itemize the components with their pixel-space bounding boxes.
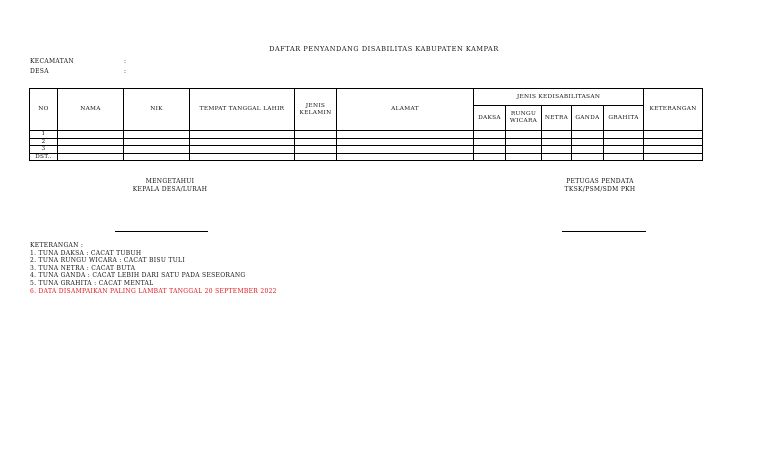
table-cell: [58, 131, 124, 139]
table-cell: [295, 146, 337, 154]
note-item: 4. TUNA GANDA : CACAT LEBIH DARI SATU PADA SESEORANG: [30, 272, 246, 280]
table-cell: [542, 146, 572, 154]
signature-line-left: [115, 231, 208, 232]
signature-block-left: [110, 178, 230, 194]
table-cell: [190, 131, 295, 139]
table-cell: [474, 131, 506, 139]
table-cell: [124, 131, 190, 139]
row-number: 3: [30, 146, 58, 154]
table-cell: [337, 138, 474, 146]
signature-left-line2: KEPALA DESA/LURAH: [132, 186, 208, 193]
table-cell: [604, 138, 644, 146]
subheader-rungu-wicara: RUNGU WICARA: [506, 106, 542, 131]
table-cell: [604, 131, 644, 139]
signature-line-right: [562, 231, 646, 232]
table-cell: [644, 131, 703, 139]
table-cell: [190, 138, 295, 146]
note-deadline: 6. DATA DISAMPAIKAN PALING LAMBAT TANGGAL 20 SEPTEMBER 2022: [30, 287, 277, 295]
table-cell: [542, 138, 572, 146]
note-item: 1. TUNA DAKSA : CACAT TUBUH: [30, 249, 142, 257]
header-alamat: ALAMAT: [337, 89, 474, 131]
note-item: 2. TUNA RUNGU WICARA : CACAT BISU TULI: [30, 257, 186, 265]
desa-colon: :: [124, 68, 127, 75]
table-cell: [295, 153, 337, 161]
table-cell: [58, 153, 124, 161]
table-cell: [58, 138, 124, 146]
header-jenis-disabilitas: JENIS KEDISABILITASAN: [474, 89, 644, 106]
subheader-netra: NETRA: [542, 106, 572, 131]
header-keterangan: KETERANGAN: [644, 89, 703, 131]
table-cell: [506, 138, 542, 146]
notes-section: [30, 242, 277, 295]
row-number: DST..: [30, 153, 58, 161]
table-cell: [644, 138, 703, 146]
note-item: 3. TUNA NETRA : CACAT BUTA: [30, 264, 136, 272]
table-cell: [474, 146, 506, 154]
table-cell: [506, 131, 542, 139]
header-nik: NIK: [124, 89, 190, 131]
note-item: 5. TUNA GRAHITA : CACAT MENTAL: [30, 279, 154, 287]
kecamatan-label: KECAMATAN: [30, 58, 74, 65]
header-no: NO: [30, 89, 58, 131]
table-cell: [58, 146, 124, 154]
disability-data-table: [29, 88, 703, 161]
table-cell: [124, 153, 190, 161]
signature-right-line1: PETUGAS PENDATA: [566, 178, 634, 185]
table-row: [30, 138, 703, 146]
table-cell: [474, 138, 506, 146]
table-cell: [604, 153, 644, 161]
table-cell: [337, 153, 474, 161]
table-row: [30, 153, 703, 161]
subheader-grahita: GRAHITA: [604, 106, 644, 131]
table-cell: [124, 146, 190, 154]
subheader-ganda: GANDA: [572, 106, 604, 131]
table-cell: [572, 153, 604, 161]
header-ttl: TEMPAT TANGGAL LAHIR: [190, 89, 295, 131]
signature-right-line2: TKSK/PSM/SDM PKH: [564, 186, 636, 193]
table-cell: [124, 138, 190, 146]
subheader-daksa: DAKSA: [474, 106, 506, 131]
table-cell: [295, 131, 337, 139]
table-cell: [644, 146, 703, 154]
desa-label: DESA: [30, 68, 49, 75]
table-cell: [295, 138, 337, 146]
table-cell: [337, 146, 474, 154]
table-cell: [337, 131, 474, 139]
signature-block-right: [540, 178, 660, 194]
table-cell: [190, 146, 295, 154]
notes-heading: KETERANGAN :: [30, 242, 84, 249]
table-row: [30, 131, 703, 139]
signature-left-line1: MENGETAHUI: [145, 178, 195, 185]
table-cell: [644, 153, 703, 161]
table-cell: [542, 153, 572, 161]
table-cell: [506, 146, 542, 154]
table-row: [30, 146, 703, 154]
table-cell: [604, 146, 644, 154]
table-cell: [572, 131, 604, 139]
table-cell: [474, 153, 506, 161]
header-nama: NAMA: [58, 89, 124, 131]
kecamatan-colon: :: [124, 58, 127, 65]
table-cell: [506, 153, 542, 161]
header-jenis-kelamin: JENIS KELAMIN: [295, 89, 337, 131]
table-cell: [572, 138, 604, 146]
table-cell: [190, 153, 295, 161]
table-cell: [542, 131, 572, 139]
row-number: 2: [30, 138, 58, 146]
document-title: DAFTAR PENYANDANG DISABILITAS KABUPATEN KAMPAR: [269, 45, 499, 53]
table-cell: [572, 146, 604, 154]
row-number: 1: [30, 131, 58, 139]
